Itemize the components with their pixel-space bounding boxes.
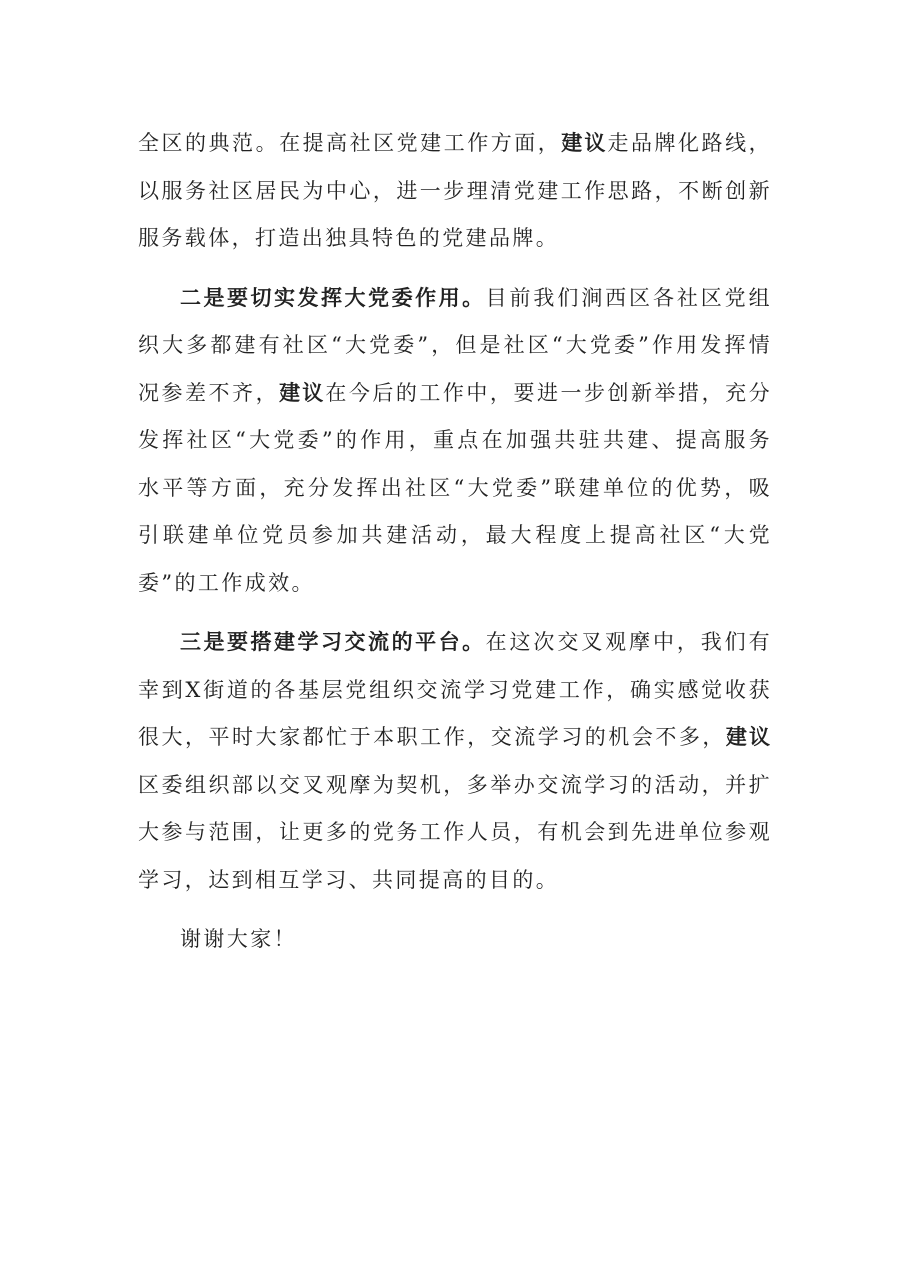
paragraph-2-keyword: 建议: [279, 380, 326, 405]
paragraph-2: [138, 275, 772, 608]
paragraph-2-text-b: 在今后的工作中，要进一步创新举措，充分发挥社区“大党委”的作用，重点在加强共驻共建、提高服务水平等方面，充分发挥出社区“大党委”联建单位的优势，吸引联建单位党员参加共建活动，最大程度上提高社区“大党委”的工作成效。: [138, 380, 772, 595]
closing-line: 谢谢大家！: [180, 927, 297, 951]
document-body: [138, 120, 772, 964]
paragraph-3-text-a: 在这次交叉观摩中，我们有幸到X街道的各基层党组织交流学习党建工作，确实感觉收获很大，平时大家都忙于本职工作，交流学习的机会不多，: [138, 630, 772, 749]
paragraph-1-text-a: 全区的典范。在提高社区党建工作方面，: [138, 131, 562, 155]
paragraph-3-keyword: 建议: [725, 725, 773, 749]
paragraph-1: [138, 120, 772, 263]
paragraph-3-text-b: 区委组织部以交叉观摩为契机，多举办交流学习的活动，并扩大参与范围，让更多的党务工作人员，有机会到先进单位参观学习，达到相互学习、共同提高的目的。: [138, 772, 772, 892]
paragraph-2-heading: 二是要切实发挥大党委作用。: [180, 285, 486, 310]
paragraph-1-text-b: 走品牌化路线，以服务社区居民为中心，进一步理清党建工作思路，不断创新服务载体，打造出独具特色的党建品牌。: [138, 131, 772, 250]
paragraph-3-heading: 三是要搭建学习交流的平台。: [180, 630, 486, 654]
paragraph-3: [138, 619, 772, 904]
paragraph-2-text-a: 目前我们涧西区各社区党组织大多都建有社区“大党委”，但是社区“大党委”作用发挥情况参差不齐，: [138, 285, 772, 405]
paragraph-1-keyword: 建议: [561, 131, 608, 155]
